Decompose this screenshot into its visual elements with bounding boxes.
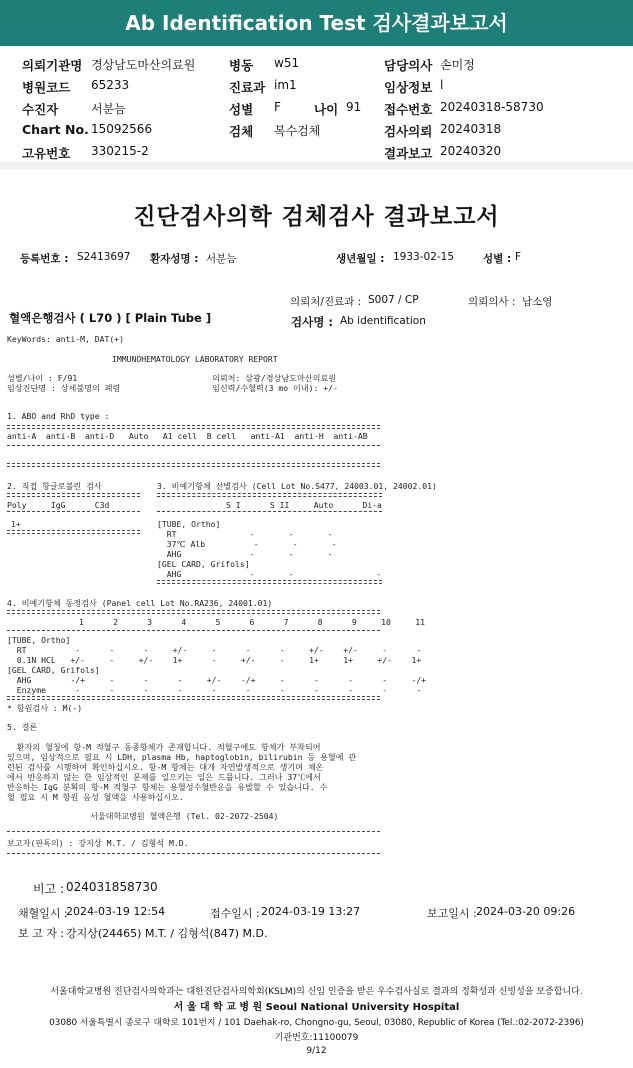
hospital-name: 서 울 대 학 교 병 원 Seoul National University Hospital (173, 1002, 460, 1013)
rule (7, 630, 380, 631)
abo-headers: anti-A anti-B anti-D Auto A1 cell B cell anti-A1 anti-H anti-AB (7, 431, 368, 441)
receipt-value: 2024-03-19 13:27 (261, 905, 361, 918)
certification-note: 서울대학교병원 진단검사의학과는 대한진단검사의학회(KSLM)의 신임 인증을 받은 우수검사실로 결과의 정확성과 신빙성을 보증합니다. (50, 987, 583, 997)
referrer-line: 의뢰처: 삼광/경상남도마산의료원 (212, 373, 337, 383)
report-banner (0, 0, 633, 46)
hospital-address: 03080 서울특별시 종로구 대학로 101번지 / 101 Daehak-ro, Chongno-gu, Seoul, 03080, Republic of Korea (Tel.:02-2072-2396) (49, 1018, 584, 1028)
screening-row: AHG - - - (157, 569, 382, 579)
request-date-value: 20240318 (440, 122, 502, 136)
pregnancy-line: 임신력/수혈력(3 mo 이내): +/- (212, 383, 338, 393)
panel-headers: 1 2 3 4 5 6 7 8 9 10 11 (79, 617, 425, 627)
referral-doctor-value: 남소영 (522, 296, 553, 308)
receipt-label: 접수일시 : (210, 907, 260, 920)
conclusion-line: 련된 검사를 시행하여 확인하십시오. 항-M 항체는 대개 자연발생적으로 생기며 체온 (7, 762, 324, 772)
hospital-name-label: 의뢰기관명 (22, 58, 83, 73)
unique-no-value: 330215-2 (91, 144, 149, 158)
referral-dept-label: 의뢰처/진료과 : (290, 296, 362, 308)
rule (157, 580, 382, 584)
rule (7, 463, 380, 467)
patient-label: 수진자 (22, 102, 59, 117)
test-name-label: 검사명 : (291, 315, 333, 329)
screening-row: [TUBE, Ortho] (157, 519, 221, 529)
registration-value: S2413697 (77, 251, 131, 263)
birthdate-value: 1933-02-15 (393, 251, 455, 263)
reporter-label: 보 고 자 : (18, 927, 65, 940)
section-divider (0, 162, 633, 170)
dat-headers: Poly IgG C3d (7, 500, 110, 510)
report-sex-value: F (515, 251, 522, 263)
department-label: 진료과 (229, 80, 266, 95)
ward-value: w51 (274, 56, 300, 70)
request-info-header (0, 46, 633, 162)
age-label: 나이 (314, 102, 339, 117)
remark-label: 비고 : (33, 882, 65, 896)
birthdate-label: 생년월일 : (336, 253, 385, 265)
rule (7, 853, 380, 854)
referral-doctor-label: 의뢰의사 : (468, 296, 516, 308)
conclusion-line: 반응하는 IgG 분획의 항-M 적혈구 항체는 용혈성수혈반응을 유발할 수 있습니다. 수 (7, 782, 328, 792)
rule (7, 696, 380, 700)
rule (7, 831, 380, 832)
screening-row: [GEL CARD, Grifols] (157, 559, 250, 569)
panel-section-title: 4. 비예기항체 동정검사 (Panel cell Lot No.RA236, 24001.01) (7, 598, 273, 608)
reporter-value: 강지상(24465) M.T. / 김형석(847) M.D. (66, 927, 268, 940)
report-time-value: 2024-03-20 09:26 (476, 905, 576, 918)
physician-value: 손미정 (440, 58, 475, 72)
blood-bank-line: 서울대학교병원 혈액은행 (Tel. 02-2072-2504) (90, 811, 279, 821)
age-value: 91 (346, 100, 362, 114)
specimen-label: 검체 (229, 124, 254, 139)
clinical-info-value: l (440, 78, 444, 92)
test-group-title: 혈액은행검사 ( L70 ) [ Plain Tube ] (9, 311, 212, 325)
panel-row: RT - - - +/- - - - +/- +/- - - (7, 645, 422, 655)
screening-row: 37℃ Alb - - - (157, 539, 337, 549)
conclusion-line: 에서 반응하지 않는 한 임상적인 문제를 일으키는 일은 드뭅니다. 그러나 37℃에서 (7, 772, 321, 782)
panel-row: AHG -/+ - - - +/- -/+ - - - - -/+ (7, 675, 427, 685)
report-title: 진단검사의학 검체검사 결과보고서 (133, 204, 500, 230)
rule (157, 511, 382, 512)
receipt-no-label: 접수번호 (384, 102, 433, 117)
page-number: 9/12 (306, 1046, 327, 1056)
panel-row: [TUBE, Ortho] (7, 635, 71, 645)
screening-section-title: 3. 비예기항체 선별검사 (Cell Lot No.S477, 24003.01, 24002.01) (157, 481, 437, 491)
request-date-label: 검사의뢰 (384, 124, 433, 139)
referral-dept-value: S007 / CP (368, 294, 419, 306)
screening-row: RT - - - (157, 529, 333, 539)
hospital-code-value: 65233 (91, 78, 130, 92)
panel-row: 0.1N HCL +/- - +/- 1+ - +/- - 1+ 1+ +/- 1+ (7, 655, 422, 665)
diagnosis-line: 임상진단명 : 상세불명의 폐렴 (7, 383, 121, 393)
registration-label: 등록번호 : (20, 253, 69, 265)
chart-no-label: Chart No. (22, 122, 89, 137)
report-time-label: 보고일시 : (427, 907, 477, 920)
conclusion-line: 있으며, 임상적으로 필요 시 LDH, plasma Hb, haptoglobin, bilirubin 등 용혈에 관 (7, 752, 357, 762)
abo-section-title: 1. ABO and RhD type : (7, 411, 110, 421)
institution-code: 기관번호:11100079 (274, 1033, 359, 1043)
screening-row: AHG - - - (157, 549, 333, 559)
rule (7, 493, 140, 497)
sex-age-line: 성별/나이 : F/91 (7, 373, 78, 383)
result-date-value: 20240320 (440, 144, 502, 158)
patient-name-value: 서분늠 (206, 253, 237, 265)
test-name-value: Ab identification (340, 315, 426, 327)
physician-label: 담당의사 (384, 58, 433, 73)
remark-value: 024031858730 (66, 880, 158, 894)
rule (7, 530, 140, 534)
patient-name-label: 환자성명 : (150, 253, 199, 265)
conclusion-line: 환자의 혈청에 항-M 적혈구 동종항체가 존재합니다. 적혈구에도 항체가 부착되어 (7, 742, 321, 752)
sex-label: 성별 (229, 102, 254, 117)
ward-label: 병동 (229, 58, 254, 73)
rule (7, 610, 380, 614)
panel-row: Enzyme - - - - - - - - - - - (7, 685, 422, 695)
unique-no-label: 고유번호 (22, 146, 71, 161)
banner-title: Ab Identification Test 검사결과보고서 (125, 11, 508, 35)
collect-value: 2024-03-19 12:54 (66, 905, 166, 918)
clinical-info-label: 임상정보 (384, 80, 433, 95)
conclusion-title: 5. 결론 (7, 722, 38, 732)
collect-label: 채혈일시 : (18, 907, 68, 920)
receipt-no-value: 20240318-58730 (440, 100, 544, 114)
screening-headers: S I S II Auto Di-a (226, 500, 382, 510)
dat-section-title: 2. 직접 항글로불린 검사 (7, 481, 102, 491)
reporter-line: 보고자(판독의) : 강지상 M.T. / 김형석 M.D. (7, 838, 189, 848)
dat-value: 1+ (11, 519, 21, 529)
rule (7, 425, 380, 429)
result-date-label: 결과보고 (384, 146, 433, 161)
lab-report-title: IMMUNOHEMATOLOGY LABORATORY REPORT (112, 354, 278, 364)
hospital-name-value: 경상남도마산의료원 (91, 58, 196, 72)
specimen-value: 복수검체 (274, 124, 321, 138)
hospital-code-label: 병원코드 (22, 80, 71, 95)
rule (7, 511, 140, 512)
chart-no-value: 15092566 (91, 122, 153, 136)
rule (157, 493, 382, 497)
sex-value: F (274, 100, 281, 114)
panel-row: [GEL CARD, Grifols] (7, 665, 100, 675)
department-value: im1 (274, 78, 297, 92)
patient-value: 서분늠 (91, 102, 126, 116)
report-sex-label: 성별 : (483, 253, 512, 265)
antigen-test: * 항원검사 : M(-) (7, 703, 83, 713)
keywords: KeyWords: anti-M, DAT(+) (7, 334, 124, 344)
rule (7, 445, 380, 446)
conclusion-line: 혈 필요 시 M 항원 음성 혈액을 사용하십시오. (7, 792, 184, 802)
